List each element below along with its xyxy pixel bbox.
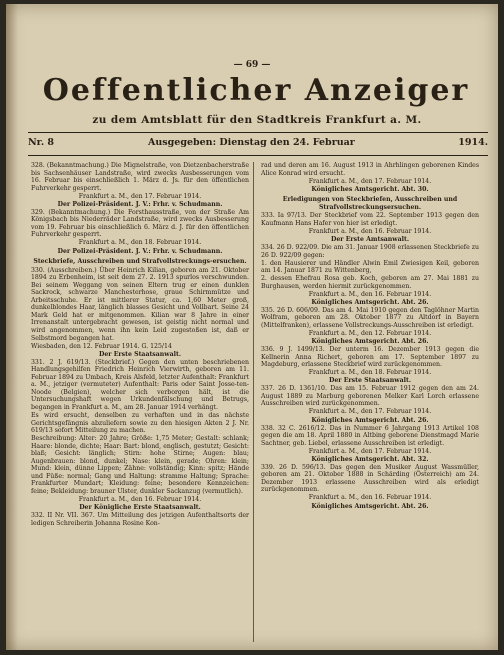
page-number: — 69 — (233, 60, 271, 70)
notice-signature: Der Polizei-Präsident. J. V.: Frhr. v. Schudmann. (57, 247, 223, 255)
notice-330: 330. (Ausschreiben.) Über Heinrich Kilian, geboren am 21. Oktober 1894 zu Erbenheim, ist seit dem 27. 2. 1913 spurlos verschwunden. Bei seinem Weggang von seinen Eltern trug er einen dunklen Sackrock, schwarze Manchesterhose, graue Schirmmütze und Arbeitsschuhe. Er ist mittlerer Statur, ca. 1,60 Meter groß, dunkelblondes Haar, länglich blasses Gesicht und Vollbart. Seine 24 Mark Geld hat er mitgenommen. Kilian war 8 Jahre in einer Irrenanstalt untergebracht gewesen, ist geistig nicht normal und wird angenommen, wenn ihn kein Leid zugestoßen ist, daß er Selbstmord begangen hat. (31, 266, 249, 342)
publication-subtitle: zu dem Amtsblatt für den Stadtkreis Frankfurt a. M. (92, 114, 422, 126)
notice-date: Frankfurt a. M., den 16. Februar 1914. (308, 290, 432, 298)
issue-year: 1914. (458, 137, 488, 148)
notice-date: Frankfurt a. M., den 16. Februar 1914. (308, 494, 432, 502)
notice-336: 336. 9 J. 1499/13. Der unterm 16. Dezember 1913 gegen die Kellnerin Anna Richert, geboren am 17. September 1897 zu Magdeburg, erlassene Steckbrief wird zurückgenommen. (261, 346, 479, 369)
notice-332: 332. II Nr. VII. 367. Um Mitteilung des jetzigen Aufenthaltsorts der ledigen Schreiberin Johanna Rosine Kon- (31, 512, 249, 527)
notice-date: Wiesbaden, den 12. Februar 1914. G. 125/14 (31, 342, 172, 350)
notice-date: Frankfurt a. M., den 18. Februar 1914. (308, 369, 432, 377)
notice-date: Frankfurt a. M., den 17. Februar 1914. (308, 177, 432, 185)
notice-329: 329. (Bekanntmachung.) Die Forsthausstraße, von der Straße Am Königsbach bis Niederräder Landstraße, wird zwecks Ausbesserung vom 19. Februar bis einschließlich 6. März d. J. für den öffentlichen Fuhrverkehr gesperrt. (31, 208, 249, 239)
notice-332-cont: rad und deren am 16. August 1913 in Ahrhlingen geborenen Kindes Alice Konrad wird ersucht. (261, 162, 479, 177)
notice-339: 339. 26 D. 596/13. Das gegen den Musiker August Wassmüller, geboren am 21. Oktober 1888 in Schärding (Österreich) am 24. Dezember 1913 erlassene Ausschreiben wird als erledigt zurückgenommen. (261, 463, 479, 494)
publication-title: Oeffentlicher Anzeiger (42, 73, 470, 108)
notice-331-description: Beschreibung: Alter: 20 Jahre; Größe: 1,75 Meter; Gestalt: schlank; Haare: blonde, dichte; Haar: Bart: blond, englisch, gestutzt; Gesicht: blaß; Gesicht: länglich; Stirn: hohe Stirne; Augen: blau; Augenbrauen: blond, dunkel; Nase: klein, gerade; Ohren: klein; Mund: klein, dünne Lippen; Zähne: vollständig; Kinn: spitz; Hände und Füße: normal; Gang und Haltung: stramme Haltung; Sprache: Frankfurter Mundart; Kleidung: feine; besondere Kennzeichen: feine; Bekleidung: brauner Ulster, dunkler Sackanzug (vermutlich). (31, 435, 249, 495)
notice-signature: Königliches Amtsgericht. Abt. 26. (311, 298, 429, 306)
notice-328: 328. (Bekanntmachung.) Die Mignelstraße, von Dietzenbacherstraße bis Sachsenhäuser Landstraße, wird zwecks Ausbesserungen vom 16. Februar bis einschließlich 1. März d. Js. für den öffentlichen Fuhrverkehr gesperrt. (31, 162, 249, 192)
notice-date: Frankfurt a. M., den 17. Februar 1914. (308, 408, 432, 416)
page-edge-shadow (6, 4, 18, 650)
notice-signature: Königliches Amtsgericht. Abt. 26. (311, 416, 429, 424)
notice-date: Frankfurt a. M., den 17. Februar 1914. (308, 447, 432, 455)
notice-signature: Königliches Amtsgericht. Abt. 30. (311, 185, 429, 193)
notice-331-request: Es wird ersucht, denselben zu verhaften und in das nächste Gerichtsgefängnis abzuliefern sowie zu den hiesigen Akten 2 J. Nr. 619/13 sofort Mitteilung zu machen. (31, 412, 249, 435)
notice-335: 335. 26 D. 606/09. Das am 4. Mai 1910 gegen den Taglöhner Martin Wolfram, geboren am 28. Oktober 1877 zu Altdorf in Bayern (Mittelfranken), erlassene Vollstreckungs-Ausschreiben ist erledigt. (261, 306, 479, 329)
section-heading-warrants: Steckbriefe, Ausschreiben und Strafvollstreckungs-ersuchen. (33, 258, 247, 266)
notice-334-item-1: 1. den Hausierer und Händler Alwin Emil Zwiesigen Keil, geboren am 14. Januar 1871 zu Wittenberg, (261, 259, 479, 275)
notice-334: 334. 26 D. 922/09. Die am 31. Januar 1908 erlassenen Steckbriefe zu 26 D. 922/09 gegen: (261, 243, 479, 259)
notice-signature: Der Erste Amtsanwalt. (330, 235, 410, 243)
notice-signature: Der Erste Staatsanwalt. (328, 377, 412, 385)
issue-date: Ausgegeben: Dienstag den 24. Februar (148, 137, 355, 148)
newspaper-page (6, 4, 498, 650)
notice-333: 333. Ia 97/13. Der Steckbrief vom 22. September 1913 gegen den Kaufmann Hans Hafer von hier ist erledigt. (261, 212, 479, 227)
notice-date: Frankfurt a. M., den 12. Februar 1914. (308, 329, 432, 337)
section-heading-resolutions: Erledigungen von Steckbriefen, Ausschreiben und Strafvollstreckungsersuchen. (282, 196, 458, 211)
notice-date: Frankfurt a. M., den 17. Februar 1914. (78, 192, 202, 200)
right-column (261, 162, 479, 511)
notice-signature: Königliches Amtsgericht. Abt. 26. (311, 338, 429, 346)
notice-signature: Königliches Amtsgericht. Abt. 32. (311, 455, 429, 463)
notice-331: 331. 2 J. 619/13. (Steckbrief.) Gegen den unten beschriebenen Handlungsgehilfen Friedrich Heinrich Vierwirth, geboren am 11. Februar 1894 zu Umbach, Kreis Alsfeld, letzter Aufenthalt: Frankfurt a. M., jetziger (vermuteter) Aufenthalt: Paris oder Saint Josse-ten-Noode (Belgien), welcher sich verborgen hält, ist die Untersuchungshaft wegen Urkundenfälschung und Betrugs, begangen in Frankfurt a. M., am 28. Januar 1914 verhängt. (31, 358, 249, 411)
issue-bar (28, 132, 488, 156)
notice-signature: Der Erste Staatsanwalt. (98, 350, 182, 358)
left-column (31, 162, 249, 528)
notice-338: 338. 32 C. 2616/12. Das in Nummer 6 Jahrgang 1913 Artikel 108 gegen die am 18. April 1880 in Altbing geborene Dienstmagd Marie Sachtner, geb. Liebel, erlassene Ausschreiben ist erledigt. (261, 424, 479, 447)
notice-signature: Königliches Amtsgericht. Abt. 26. (311, 502, 429, 510)
column-divider (253, 162, 254, 642)
notice-date: Frankfurt a. M., den 18. Februar 1914. (78, 239, 202, 247)
issue-number: Nr. 8 (28, 137, 55, 148)
notice-date: Frankfurt a. M., den 16. Februar 1914. (78, 496, 202, 504)
notice-337: 337. 26 D. 1361/10. Das am 15. Februar 1912 gegen den am 24. August 1889 zu Marburg geborenen Melker Karl Lorch erlassene Ausschreiben wird zurückgenommen. (261, 385, 479, 408)
notice-signature: Der Polizei-Präsident. J. V.: Frhr. v. Schudmann. (57, 200, 223, 208)
notice-date: Frankfurt a. M., den 16. Februar 1914. (308, 227, 432, 235)
notice-signature: Der Königliche Erste Staatsanwalt. (79, 504, 201, 512)
notice-334-item-2: 2. dessen Ehefrau Rosa geb. Koch, geboren am 27. Mai 1881 zu Burghausen, werden hiermit zurückgenommen. (261, 275, 479, 290)
